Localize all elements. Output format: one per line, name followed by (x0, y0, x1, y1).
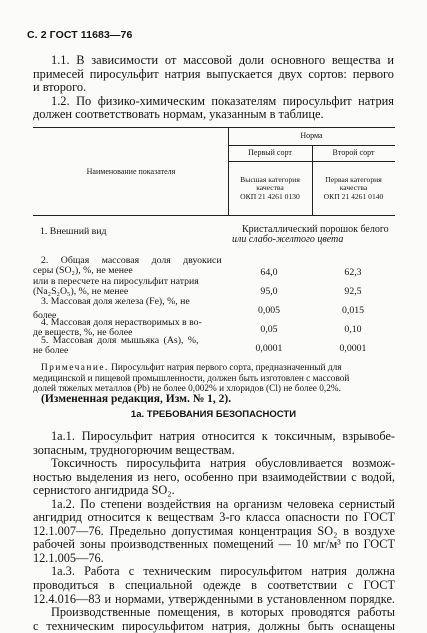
parameter-name: де веществ, %, не более (33, 327, 133, 339)
table-row-so2 (33, 256, 222, 298)
table-header-rule (33, 215, 395, 216)
parameter-name: 3. Массовая доля железа (Fe), %, не (41, 296, 190, 307)
text-line: 1а.2. По степени воздействия на организм человека сернистый (51, 496, 395, 511)
text-line: примесей пиросульфит натрия выпускается двух сортов: первого (33, 66, 394, 81)
text-line: ностью выделения из него, особенно при взаимодействии с водой, (33, 469, 395, 484)
header-grade-2: Второй сорт (332, 148, 375, 157)
amendment-note: (Измененная редакция, Изм. № 1, 2). (41, 393, 232, 405)
parameter-name: 4. Массовая доля нерастворимых в во- (41, 317, 202, 328)
category-line: качества (339, 183, 368, 193)
value-cell: 92,5 (344, 286, 362, 297)
table-hline (228, 161, 395, 162)
header-grade-1: Первый сорт (248, 148, 292, 157)
text-line: 1.1. В зависимости от массовой доли основного вещества и (51, 53, 394, 67)
okp-code: ОКП 21 4261 0130 (240, 191, 300, 201)
note-text: Пиросульфит натрия первого сорта, предназначенный для (111, 363, 342, 373)
table-row-appearance (40, 227, 107, 237)
value-cell: 95,0 (260, 286, 278, 297)
value-cell: 64,0 (260, 267, 278, 278)
header-parameter-name: Наименование показателя (86, 167, 176, 176)
value-cell: 0,0001 (255, 343, 283, 354)
value-cell: 62,3 (344, 267, 362, 278)
parameter-name: (Na₂S₂O₅), %, не менее (33, 286, 129, 298)
text-line: сернистого ангидрида SO₂. (33, 483, 175, 498)
table-row-arsenic (33, 336, 198, 357)
text-line: Токсичность пиросульфита натрия обусловливается возмож- (51, 456, 395, 471)
safety-paragraphs (33, 430, 395, 633)
value-cell: 0,015 (341, 305, 365, 316)
text-line: 1а.3. Работа с техническим пиросульфитом натрия должна (51, 564, 395, 579)
text-line: с техническим пиросульфитом натрия, должны быть оснащены (33, 618, 395, 633)
grade-2-category (312, 176, 395, 201)
value-cell: 0,0001 (339, 343, 367, 354)
value-cell: 0,10 (344, 324, 362, 335)
text-line: и второго. (33, 80, 87, 95)
parameter-name: или в пересчете на пиросульфит натрия (33, 275, 199, 287)
category-line: качества (256, 183, 284, 193)
note-line: долей тяжелых металлов (Pb) не более 0,002% и хлоридов (Cl) не более 0,2%. (33, 384, 341, 395)
table-note (33, 363, 395, 395)
appearance-value (232, 224, 389, 246)
value-line: или слабо-желтого цвета (232, 234, 344, 246)
text-line: 12.1.005—76. (33, 550, 104, 565)
parameter-name: более (33, 310, 57, 322)
category-line: Первая категория (325, 175, 382, 184)
grade-1-category (228, 176, 312, 201)
header-norma: Норма (300, 131, 323, 140)
note-label: Примечание. (41, 363, 109, 373)
text-line: 12.1.007—76. Предельно допустимая концентрация SO₂ в воздухе (33, 523, 395, 538)
page-header: С. 2 ГОСТ 11683—76 (27, 29, 133, 41)
text-line: 1.2. По физико-химическим показателям пиросульфит натрия (51, 93, 394, 108)
text-line: 12.4.016—83 и нормами, утвержденными в установленном порядке. (33, 591, 395, 606)
value-cell: 0,005 (257, 305, 281, 316)
table-hline (228, 145, 395, 146)
parameter-name: 2. Общая массовая доля двуокиси (41, 255, 222, 266)
text-line: должен соответствовать нормам, указанным в таблице. (33, 107, 324, 122)
text-line: рабочей зоны производственных помещений — 10 мг/м³ по ГОСТ (33, 537, 395, 552)
section-title: 1а. ТРЕБОВАНИЯ БЕЗОПАСНОСТИ (130, 409, 297, 420)
text-line: 1а.1. Пиросульфит натрия относится к токсичным, взрывобе- (51, 429, 395, 443)
text-line: Производственные помещения, в которых проводятся работы (51, 605, 395, 620)
parameter-name: 5. Массовая доля мышьяка (As), %, (41, 335, 199, 346)
note-line: медицинской и пищевой промышленности, должен быть изготовлен с массовой (33, 373, 350, 384)
text-line: ангидрид относится к веществам 3-го класса опасности по ГОСТ (33, 510, 395, 525)
category-line: Высшая категория (240, 175, 300, 184)
intro-paragraphs (33, 54, 394, 122)
text-line: зопасным, трудногорючим веществам. (33, 442, 235, 457)
value-cell: 0,05 (260, 324, 278, 335)
text-line: проводиться в специальной одежде в соответствии с ГОСТ (33, 578, 395, 593)
okp-code: ОКП 21 4261 0140 (323, 191, 384, 201)
table-top-rule (33, 127, 395, 128)
parameter-name: не более (33, 345, 69, 357)
parameter-name: серы (SO₂), %, не менее (33, 265, 133, 277)
value-line: Кристаллический порошок белого (242, 224, 389, 235)
note-line (33, 363, 395, 374)
parameter-name: 1. Внешний вид (40, 226, 107, 237)
